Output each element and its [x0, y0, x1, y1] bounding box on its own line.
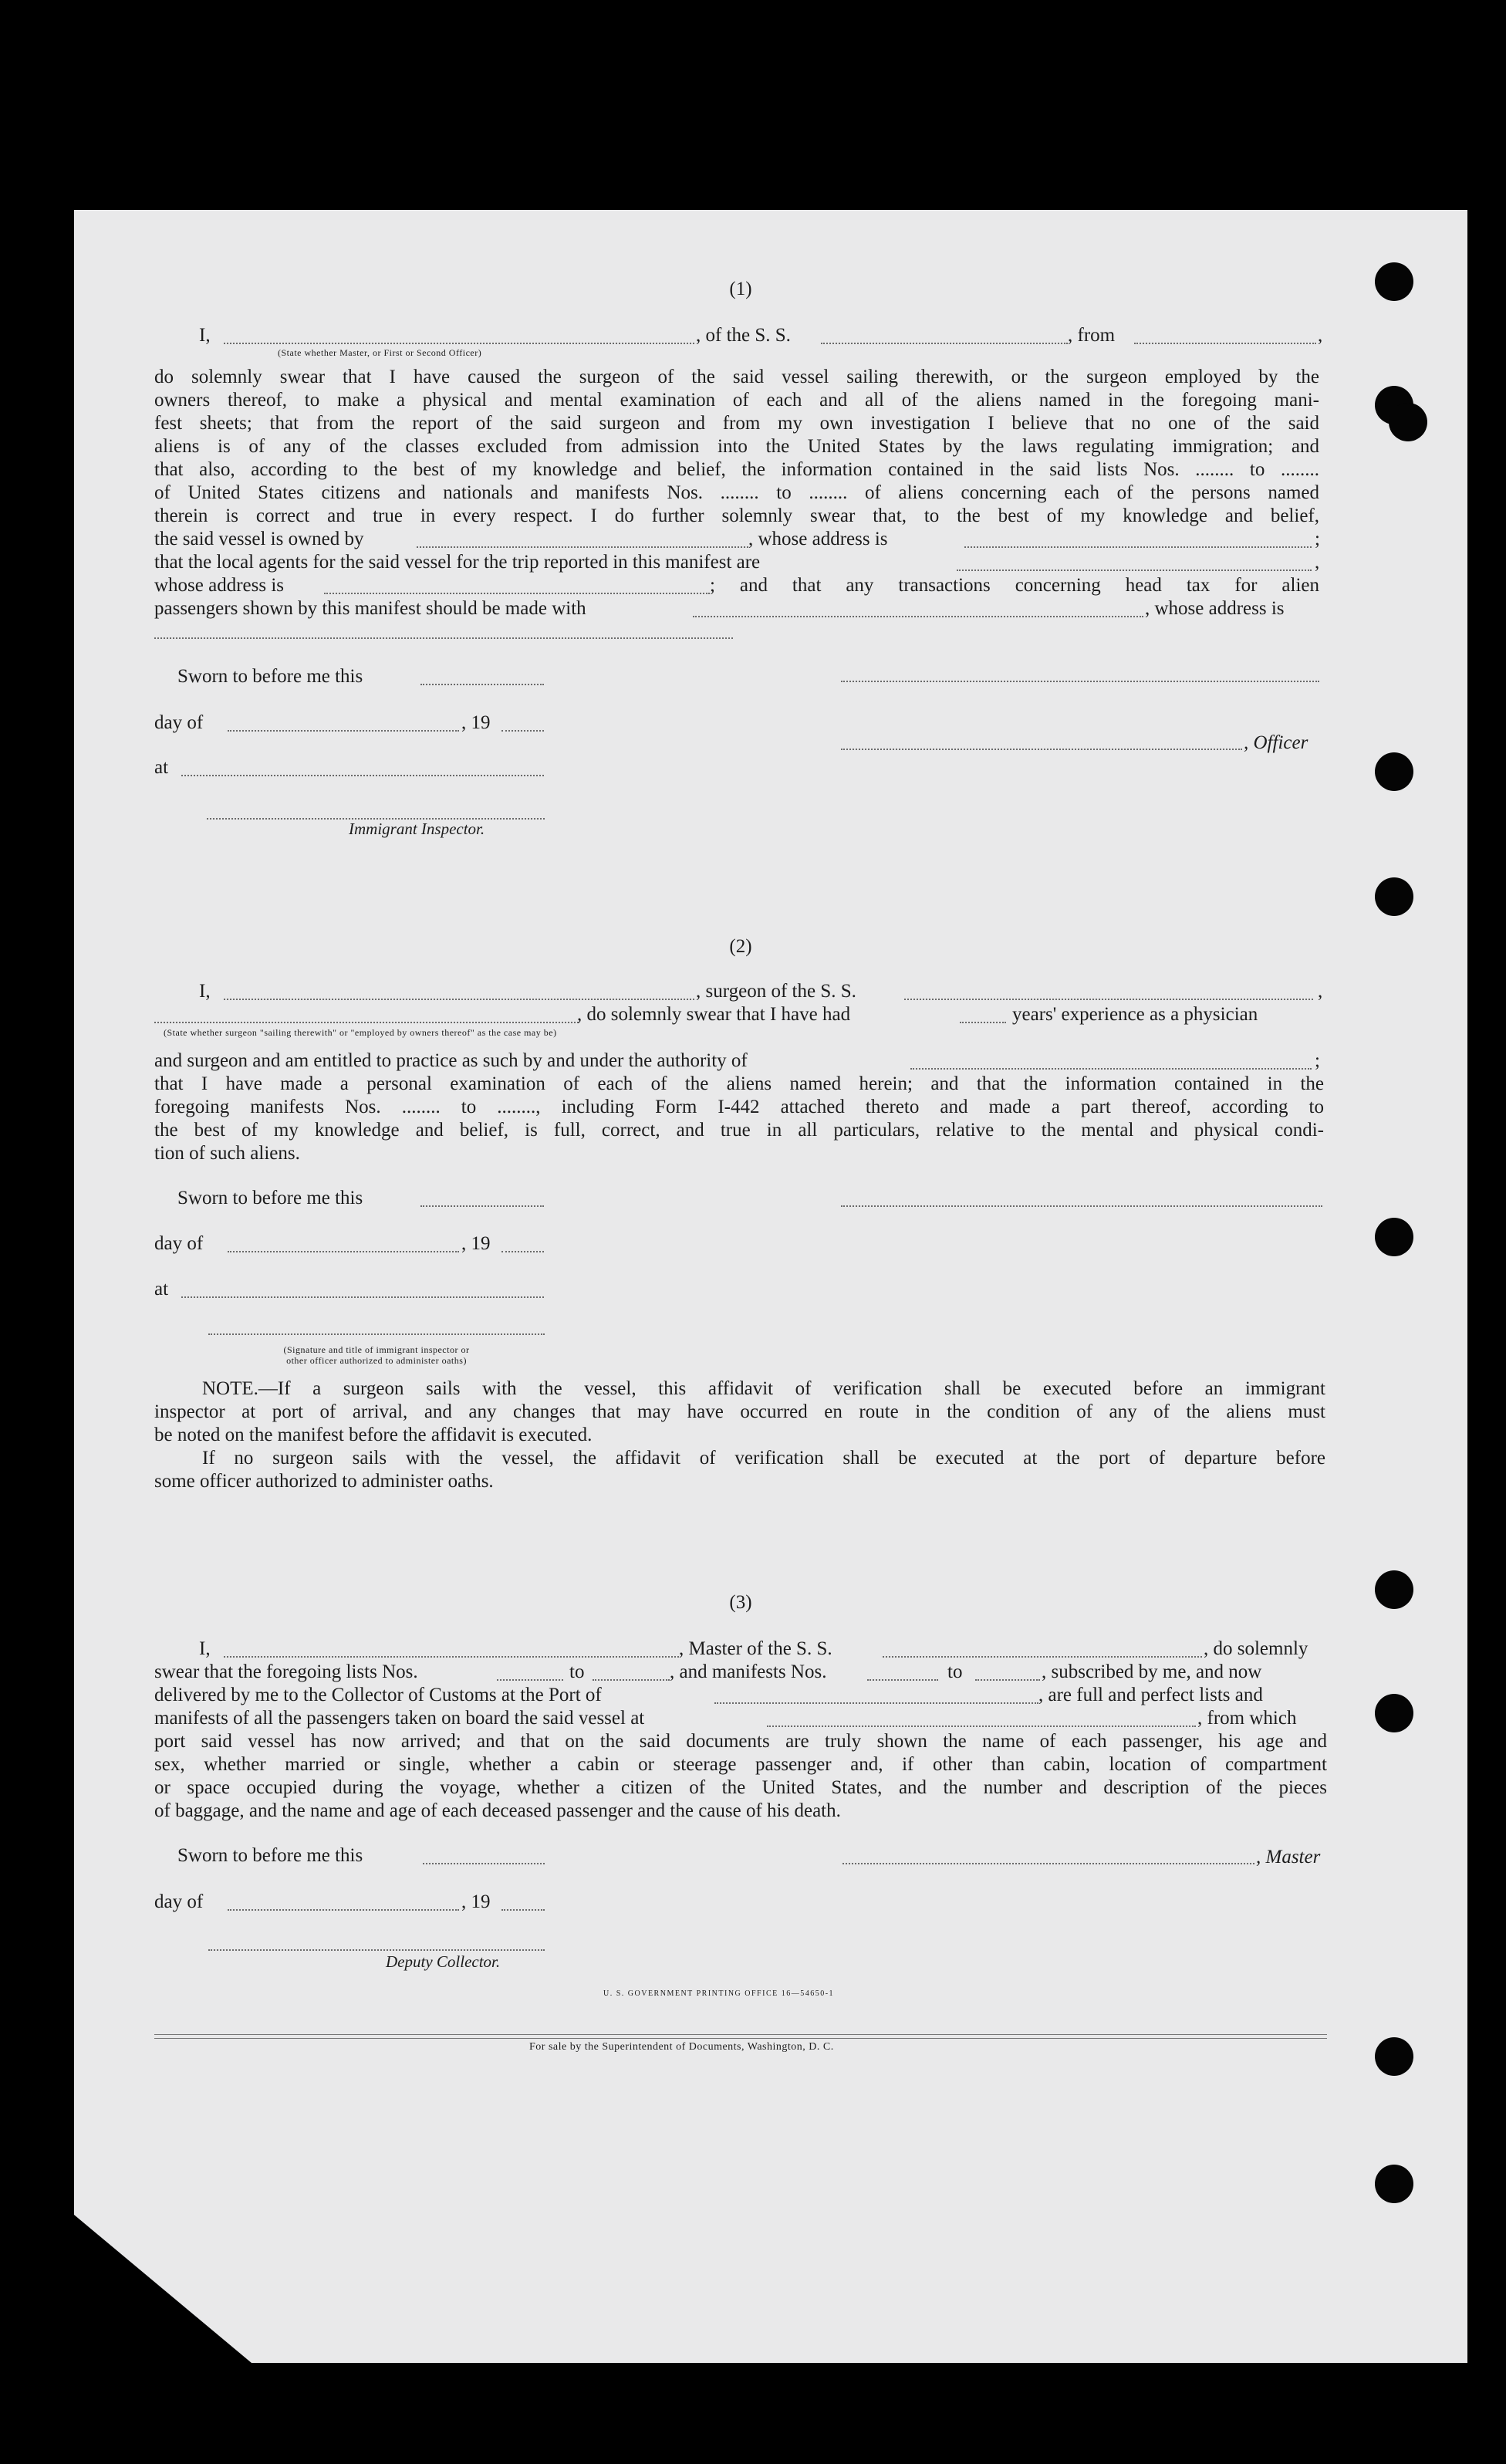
local-agents-field[interactable] [957, 570, 1312, 571]
footer-rule [154, 2034, 1327, 2035]
surgeon-of-ss-label: , surgeon of the S. S. [696, 981, 856, 1002]
month-field-1[interactable] [228, 730, 459, 732]
master-signature-line[interactable] [842, 1863, 1254, 1864]
manifests-from-field[interactable] [867, 1679, 938, 1681]
departure-port-field[interactable] [1134, 343, 1316, 344]
section-2-body-last: tion of such aliens. [154, 1143, 300, 1164]
local-agents-end: , [1315, 552, 1320, 573]
section-3-i: I, [199, 1638, 211, 1659]
section-1-from: , from [1068, 325, 1116, 346]
section-1-body-line: aliens is of any of the classes excluded from admission into the United States by the laws regulating immigration; and [154, 436, 1319, 457]
sworn-label-2: Sworn to before me this [177, 1188, 363, 1208]
section-2-body-line: the best of my knowledge and belief, is full, correct, and true in all particulars, relative to the mental and physical condi- [154, 1120, 1324, 1141]
taken-on-board-label: manifests of all the passengers taken on board the said vessel at [154, 1708, 645, 1729]
year-field-3[interactable] [501, 1909, 545, 1911]
surgeon-status-note: (State whether surgeon "sailing therewith" or "employed by owners thereof" as the case may be) [164, 1027, 557, 1038]
section-2-body-line: that I have made a personal examination of each of the aliens named herein; and that the information contained in the [154, 1073, 1324, 1094]
sworn-day-field-2[interactable] [420, 1205, 544, 1207]
master-officer-name-field[interactable] [224, 343, 694, 344]
section-1-body-line: that also, according to the best of my knowledge and belief, the information contained in the said lists Nos. ........ to ........ [154, 459, 1319, 480]
subscribed-label: , subscribed by me, and now [1042, 1661, 1262, 1682]
year-field-1[interactable] [501, 730, 544, 732]
place-field-2[interactable] [181, 1296, 544, 1298]
signature-note-2: other officer authorized to administer oaths) [286, 1355, 467, 1366]
authority-end: ; [1315, 1050, 1320, 1071]
agents-address-field[interactable] [324, 593, 710, 594]
note2-last-line: some officer authorized to administer oaths. [154, 1471, 494, 1492]
note2-line: If no surgeon sails with the vessel, the affidavit of verification shall be executed at the port of departure before [202, 1448, 1325, 1469]
master-name-field[interactable] [224, 1656, 679, 1658]
binder-hole [1375, 1694, 1413, 1732]
day-of-label-1: day of [154, 712, 204, 733]
section-2-body-line: foregoing manifests Nos. ........ to ........, including Form I-442 attached thereto and made a part thereof, according to [154, 1097, 1324, 1117]
sworn-label-1: Sworn to before me this [177, 666, 363, 687]
printing-office-imprint: U. S. GOVERNMENT PRINTING OFFICE 16—54650-1 [603, 1989, 835, 1998]
section-1-number: (1) [729, 279, 752, 299]
do-solemnly-label: , do solemnly [1204, 1638, 1308, 1659]
owned-by-end: ; [1315, 529, 1320, 549]
binder-hole [1375, 752, 1413, 791]
agents-address-label: whose address is [154, 575, 285, 596]
section-1-body-line: therein is correct and true in every respect. I do further solemnly swear that, to the best of my knowledge and belief, [154, 505, 1319, 526]
owner-address-field[interactable] [964, 546, 1312, 548]
years-experience-field[interactable] [960, 1022, 1006, 1023]
master-caption: , Master [1256, 1847, 1321, 1867]
sworn-label-3: Sworn to before me this [177, 1845, 363, 1866]
section-3-body-line: port said vessel has now arrived; and that on the said documents are truly shown the name of each passenger, his age and [154, 1731, 1327, 1752]
from-which-label: , from which [1197, 1708, 1297, 1729]
lists-nos-label: swear that the foregoing lists Nos. [154, 1661, 418, 1682]
at-label-2: at [154, 1279, 169, 1300]
binder-hole [1375, 877, 1413, 916]
contact-address-label: , whose address is [1145, 598, 1285, 619]
owner-name-field[interactable] [417, 546, 748, 548]
month-field-3[interactable] [228, 1909, 459, 1911]
section-1-body-line: do solemnly swear that I have caused the surgeon of the said vessel sailing therewith, or the surgeon employed by the [154, 367, 1319, 387]
section-3-body-line: or space occupied during the voyage, whether a citizen of the United States, and the number and description of the pieces [154, 1777, 1327, 1798]
section-3-number: (3) [729, 1592, 752, 1613]
section-2-line1-end: , [1318, 981, 1323, 1002]
note-line: NOTE.—If a surgeon sails with the vessel, this affidavit of verification shall be executed before an immigrant [202, 1378, 1325, 1399]
month-field-2[interactable] [228, 1251, 459, 1252]
master-of-ss-label: , Master of the S. S. [679, 1638, 832, 1659]
footer-rule [154, 2038, 1327, 2039]
note-line: inspector at port of arrival, and any changes that may have occurred en route in the condition of any of the aliens must [154, 1401, 1325, 1422]
lists-to-field[interactable] [593, 1679, 670, 1681]
inspector-signature-line-2[interactable] [208, 1333, 545, 1335]
sworn-day-field-3[interactable] [423, 1863, 545, 1864]
manifests-to-label: to [947, 1661, 963, 1682]
master-ship-field[interactable] [883, 1656, 1202, 1658]
lists-to-label: to [569, 1661, 585, 1682]
day-of-label-2: day of [154, 1233, 204, 1254]
section-1-i: I, [199, 325, 211, 346]
section-2-i: I, [199, 981, 211, 1002]
immigrant-inspector-caption: Immigrant Inspector. [349, 820, 485, 838]
sale-notice: For sale by the Superintendent of Documents, Washington, D. C. [529, 2041, 834, 2053]
section-1-body-line: of United States citizens and nationals and manifests Nos. ........ to ........ of aliens concerning each of the persons named [154, 482, 1319, 503]
local-agents-label: that the local agents for the said vessel for the trip reported in this manifest are [154, 552, 761, 573]
authority-label: and surgeon and am entitled to practice as such by and under the authority of [154, 1050, 748, 1071]
section-1-body-line: fest sheets; that from the report of the said surgeon and from my own investigation I believe that no one of the said [154, 413, 1319, 434]
year-field-2[interactable] [501, 1251, 544, 1252]
manifests-nos-label: , and manifests Nos. [670, 1661, 827, 1682]
section-1-body-line: owners thereof, to make a physical and mental examination of each and all of the aliens named in the foregoing mani- [154, 390, 1319, 411]
head-tax-text: ; and that any transactions concerning head tax for alien [710, 575, 1319, 596]
collector-port-field[interactable] [714, 1702, 1038, 1704]
binder-hole [1375, 2165, 1413, 2203]
year-label-2: , 19 [461, 1233, 491, 1254]
officer-name-line[interactable] [841, 749, 1242, 750]
owned-by-label: the said vessel is owned by [154, 529, 364, 549]
binder-hole [1375, 1218, 1413, 1256]
sworn-day-field-1[interactable] [420, 684, 544, 685]
lists-from-field[interactable] [497, 1679, 563, 1681]
section-1-line1-end: , [1318, 325, 1323, 346]
note-last-line: be noted on the manifest before the affidavit is executed. [154, 1425, 593, 1445]
officer-caption: , Officer [1244, 732, 1308, 753]
year-label-1: , 19 [461, 712, 491, 733]
years-experience-label: years' experience as a physician [1012, 1004, 1258, 1025]
full-lists-label: , are full and perfect lists and [1038, 1685, 1263, 1705]
year-label-3: , 19 [461, 1891, 491, 1912]
whose-address-label: , whose address is [748, 529, 888, 549]
torn-corner [74, 2215, 252, 2363]
surgeon-ship-field[interactable] [904, 999, 1313, 1000]
section-1-field-note: (State whether Master, or First or Second Officer) [278, 347, 482, 358]
head-tax-contact-field[interactable] [693, 616, 1143, 617]
ship-name-field[interactable] [821, 343, 1068, 344]
collector-signature-line[interactable] [208, 1949, 545, 1951]
binder-hole [1375, 262, 1413, 301]
day-of-label-3: day of [154, 1891, 204, 1912]
place-field-1[interactable] [181, 775, 544, 776]
passengers-line-label: passengers shown by this manifest should be made with [154, 598, 586, 619]
authority-field[interactable] [910, 1068, 1312, 1070]
section-3-body-line: sex, whether married or single, whether a cabin or steerage passenger and, if other than cabin, location of compartment [154, 1754, 1327, 1775]
contact-address-field[interactable] [154, 637, 733, 639]
binder-hole [1389, 403, 1427, 441]
surgeon-signature-line[interactable] [841, 1205, 1322, 1207]
deputy-collector-caption: Deputy Collector. [386, 1952, 501, 1971]
binder-hole [1375, 2037, 1413, 2076]
officer-signature-line[interactable] [841, 681, 1319, 682]
manifests-to-field[interactable] [975, 1679, 1040, 1681]
section-3-body-last: of baggage, and the name and age of each deceased passenger and the cause of his death. [154, 1800, 841, 1821]
section-2-number: (2) [729, 936, 752, 957]
at-label-1: at [154, 757, 169, 778]
section-1-of-ss: , of the S. S. [696, 325, 791, 346]
binder-hole [1375, 1570, 1413, 1609]
surgeon-status-field[interactable] [154, 1022, 579, 1023]
signature-note-1: (Signature and title of immigrant inspector or [283, 1344, 470, 1355]
embarkation-port-field[interactable] [767, 1725, 1196, 1727]
surgeon-name-field[interactable] [224, 999, 694, 1000]
collector-port-label: delivered by me to the Collector of Customs at the Port of [154, 1685, 602, 1705]
solemnly-swear-label: , do solemnly swear that I have had [577, 1004, 851, 1025]
